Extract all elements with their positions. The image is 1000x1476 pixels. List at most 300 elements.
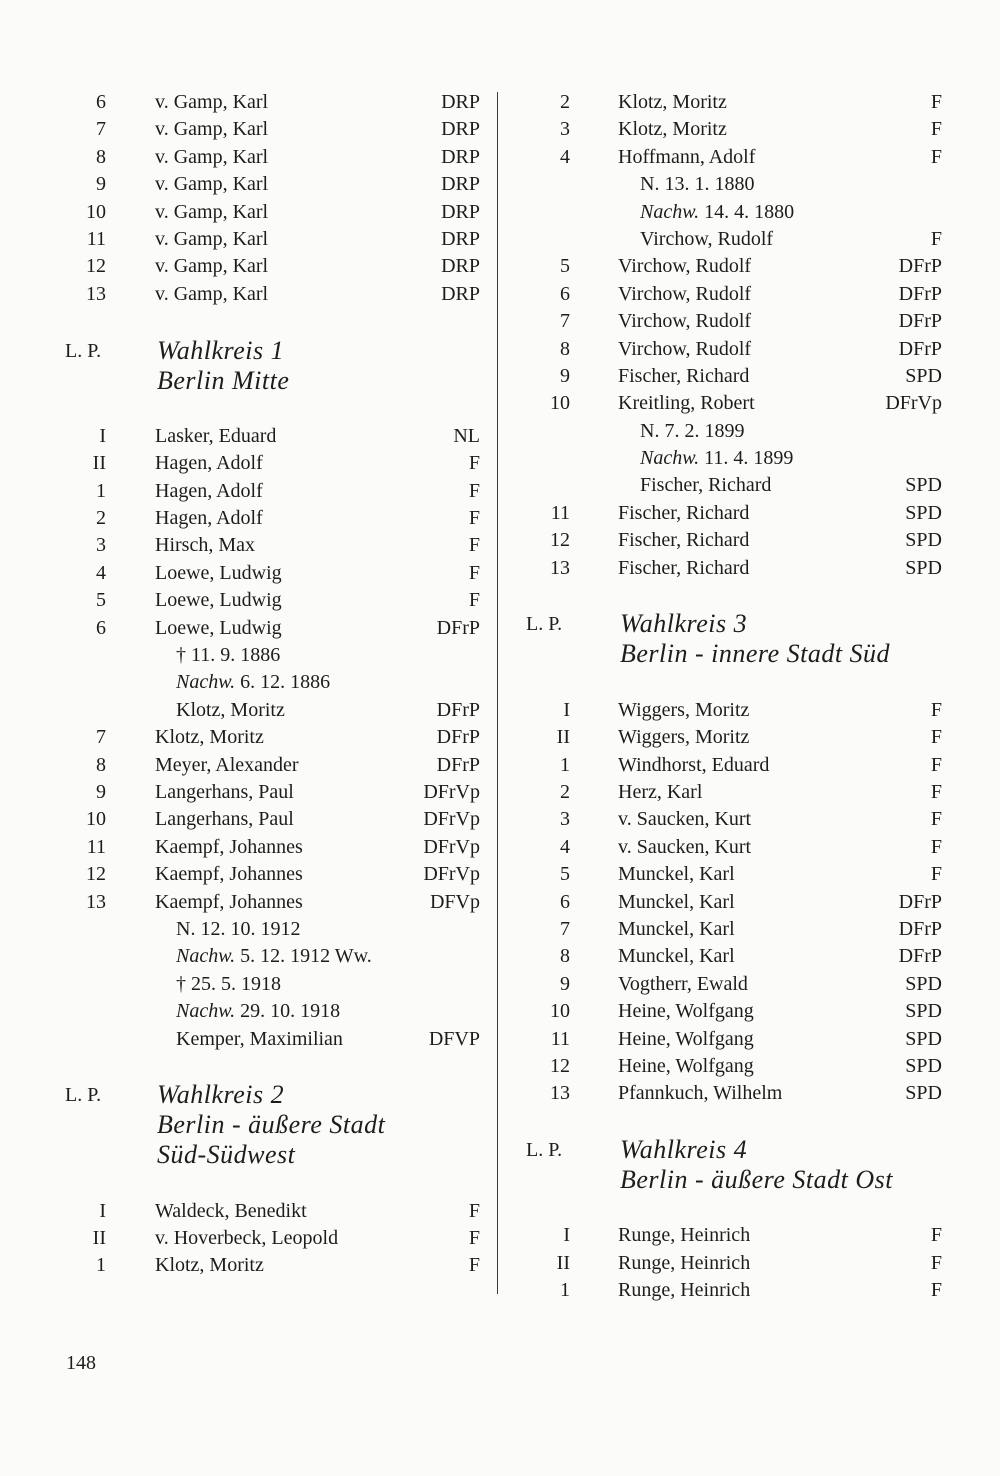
note-prefix: † 25. 5. 1918	[176, 972, 281, 995]
seat-number: 11	[86, 835, 106, 858]
seat-number: 7	[96, 726, 106, 749]
note-text	[176, 642, 280, 669]
member-name: v. Gamp, Karl	[155, 118, 269, 141]
seat-number: 11	[86, 227, 106, 250]
spacer	[40, 396, 480, 423]
party-label: F	[930, 726, 942, 749]
seat-number: 1	[560, 1279, 570, 1302]
member-name: Klotz, Moritz	[155, 1254, 264, 1277]
table-row	[40, 1225, 480, 1252]
note-row	[40, 998, 480, 1025]
party-label: F	[930, 1279, 942, 1302]
district-title: Berlin Mitte	[157, 365, 290, 395]
member-name: Heine, Wolfgang	[618, 1027, 754, 1050]
note-text	[176, 943, 372, 970]
district-title: Berlin - innere Stadt Süd	[620, 639, 891, 669]
member-name: Hagen, Adolf	[155, 507, 263, 530]
party-label: F	[930, 863, 942, 886]
member-name: v. Saucken, Kurt	[618, 835, 752, 858]
party-label: F	[930, 1224, 942, 1247]
table-row	[510, 1053, 942, 1080]
seat-number: 7	[96, 118, 106, 141]
table-row	[40, 144, 480, 171]
party-label: SPD	[905, 556, 942, 579]
seat-number: 12	[550, 529, 570, 552]
district-title: Wahlkreis 1	[157, 335, 285, 365]
party-label: DFrVp	[423, 835, 480, 858]
seat-number: 9	[560, 972, 570, 995]
seat-number: 11	[550, 1027, 570, 1050]
party-label: DRP	[441, 145, 480, 168]
note-italic: Nachw.	[176, 1000, 236, 1023]
note-rest: 5. 12. 1912 Ww.	[235, 945, 372, 968]
district-heading	[40, 336, 480, 366]
spacer	[40, 1170, 480, 1197]
district-heading	[510, 639, 942, 669]
party-label: DFrP	[436, 616, 480, 639]
party-label: F	[468, 1199, 480, 1222]
spacer	[510, 669, 942, 696]
note-text	[176, 697, 285, 724]
member-name: v. Hoverbeck, Leopold	[155, 1227, 339, 1250]
table-row	[510, 861, 942, 888]
right-column	[510, 89, 942, 1305]
seat-number: 9	[96, 780, 106, 803]
member-name: Hagen, Adolf	[155, 452, 263, 475]
seat-number: 8	[96, 145, 106, 168]
seat-number: 8	[96, 753, 106, 776]
table-row	[40, 834, 480, 861]
seat-number: 13	[86, 282, 106, 305]
table-row	[40, 116, 480, 143]
table-row	[510, 253, 942, 280]
table-row	[510, 889, 942, 916]
district-title: Berlin - äußere Stadt Ost	[620, 1165, 893, 1195]
note-italic: Nachw.	[640, 447, 700, 470]
table-row	[40, 724, 480, 751]
seat-number: 13	[550, 1082, 570, 1105]
note-text	[640, 171, 754, 198]
seat-number: 1	[96, 479, 106, 502]
party-label: DFrP	[898, 945, 942, 968]
party-label: DFrVp	[423, 808, 480, 831]
district-heading	[40, 366, 480, 396]
note-row	[510, 171, 942, 198]
seat-number: 6	[560, 890, 570, 913]
seat-number: 3	[560, 118, 570, 141]
district-heading	[510, 1135, 942, 1165]
table-row	[510, 390, 942, 417]
table-row	[510, 281, 942, 308]
note-row	[510, 199, 942, 226]
note-text	[176, 971, 281, 998]
table-row	[40, 806, 480, 833]
table-row	[40, 478, 480, 505]
seat-number: I	[563, 1224, 570, 1247]
district-title: Süd-Südwest	[157, 1140, 296, 1170]
table-row	[40, 889, 480, 916]
table-row	[510, 834, 942, 861]
table-row	[510, 116, 942, 143]
table-row	[40, 253, 480, 280]
left-column	[40, 89, 480, 1280]
district-heading	[40, 1140, 480, 1170]
district-heading	[510, 1165, 942, 1195]
member-name: v. Gamp, Karl	[155, 91, 269, 113]
party-label: SPD	[905, 529, 942, 552]
note-row	[40, 669, 480, 696]
seat-number: 2	[560, 91, 570, 113]
party-label: F	[468, 534, 480, 557]
member-name: Fischer, Richard	[618, 529, 750, 552]
table-row	[510, 916, 942, 943]
member-name: Hagen, Adolf	[155, 479, 263, 502]
party-label: SPD	[905, 1054, 942, 1077]
seat-number: 2	[96, 507, 106, 530]
table-row	[510, 806, 942, 833]
district-title: Wahlkreis 2	[157, 1080, 285, 1110]
note-prefix: Virchow, Rudolf	[640, 227, 774, 250]
party-label: F	[468, 479, 480, 502]
seat-number: 8	[560, 337, 570, 360]
spacer	[40, 1053, 480, 1080]
legislature-label: L. P.	[526, 1139, 563, 1162]
seat-number: II	[92, 1227, 106, 1250]
table-row	[40, 779, 480, 806]
note-rest: 29. 10. 1918	[235, 1000, 341, 1023]
party-label: DRP	[441, 227, 480, 250]
note-text	[640, 199, 794, 226]
member-name: Hoffmann, Adolf	[618, 145, 756, 168]
column-divider	[497, 92, 498, 1294]
note-row	[40, 697, 480, 724]
table-row	[510, 363, 942, 390]
table-row	[40, 226, 480, 253]
seat-number: 9	[96, 173, 106, 196]
table-row	[40, 752, 480, 779]
member-name: Loewe, Ludwig	[155, 616, 282, 639]
party-label: SPD	[905, 364, 942, 387]
party-label: SPD	[905, 972, 942, 995]
note-italic: Nachw.	[640, 200, 700, 223]
member-name: Wiggers, Moritz	[618, 698, 750, 721]
party-label: F	[468, 1227, 480, 1250]
party-label: F	[930, 808, 942, 831]
party-label: NL	[453, 424, 480, 447]
page-number: 148	[66, 1352, 96, 1374]
table-row	[510, 752, 942, 779]
table-row	[510, 943, 942, 970]
seat-number: 5	[560, 863, 570, 886]
table-row	[510, 724, 942, 751]
member-name: Hirsch, Max	[155, 534, 255, 557]
seat-number: 3	[560, 808, 570, 831]
member-name: Langerhans, Paul	[155, 808, 294, 831]
seat-number: II	[556, 726, 570, 749]
party-label: F	[930, 118, 942, 141]
party-label: F	[468, 452, 480, 475]
party-label: DFVP	[428, 1027, 480, 1050]
district-title: Wahlkreis 3	[620, 609, 748, 639]
seat-number: 6	[96, 91, 106, 113]
note-text	[176, 916, 300, 943]
party-label: DFrP	[436, 698, 480, 721]
seat-number: 13	[86, 890, 106, 913]
note-prefix: Klotz, Moritz	[176, 698, 285, 721]
table-row	[40, 89, 480, 116]
member-name: Wiggers, Moritz	[618, 726, 750, 749]
seat-number: 6	[96, 616, 106, 639]
party-label: F	[930, 1251, 942, 1274]
party-label: DRP	[441, 255, 480, 278]
member-name: Fischer, Richard	[618, 364, 750, 387]
member-name: Loewe, Ludwig	[155, 561, 282, 584]
member-name: v. Gamp, Karl	[155, 200, 269, 223]
district-heading	[40, 1080, 480, 1110]
member-name: Munckel, Karl	[618, 917, 735, 940]
member-name: Kreitling, Robert	[618, 392, 755, 415]
note-row	[510, 445, 942, 472]
party-label: DRP	[441, 200, 480, 223]
seat-number: I	[99, 1199, 106, 1222]
table-row	[40, 615, 480, 642]
seat-number: II	[92, 452, 106, 475]
spacer	[510, 582, 942, 609]
member-name: v. Gamp, Karl	[155, 227, 269, 250]
member-name: Windhorst, Eduard	[618, 753, 770, 776]
note-text	[640, 472, 771, 499]
party-label: F	[930, 91, 942, 113]
member-name: Virchow, Rudolf	[618, 282, 752, 305]
legislature-label: L. P.	[65, 339, 102, 362]
party-label: DRP	[441, 173, 480, 196]
party-label: F	[930, 698, 942, 721]
seat-number: 4	[96, 561, 106, 584]
party-label: DFrP	[898, 890, 942, 913]
party-label: DFrP	[898, 255, 942, 278]
note-rest: 6. 12. 1886	[235, 671, 331, 694]
member-name: Vogtherr, Ewald	[618, 972, 748, 995]
table-row	[510, 555, 942, 582]
table-row	[510, 1222, 942, 1249]
seat-number: 12	[86, 255, 106, 278]
seat-number: 8	[560, 945, 570, 968]
party-label: DFrVp	[885, 392, 942, 415]
table-row	[510, 144, 942, 171]
member-name: Fischer, Richard	[618, 556, 750, 579]
seat-number: 10	[86, 200, 106, 223]
seat-number: 6	[560, 282, 570, 305]
seat-number: 7	[560, 310, 570, 333]
note-row	[40, 642, 480, 669]
seat-number: 10	[550, 1000, 570, 1023]
member-name: Meyer, Alexander	[155, 753, 299, 776]
seat-number: 5	[560, 255, 570, 278]
party-label: F	[930, 753, 942, 776]
member-name: Kaempf, Johannes	[155, 890, 303, 913]
table-row	[40, 1252, 480, 1279]
seat-number: 4	[560, 835, 570, 858]
seat-number: 2	[560, 780, 570, 803]
note-row	[40, 971, 480, 998]
member-name: Heine, Wolfgang	[618, 1000, 754, 1023]
table-row	[40, 450, 480, 477]
member-name: Herz, Karl	[618, 780, 703, 803]
member-name: Lasker, Eduard	[155, 424, 277, 447]
party-label: DFVp	[429, 890, 480, 913]
seat-number: 7	[560, 917, 570, 940]
seat-number: 3	[96, 534, 106, 557]
note-prefix: † 11. 9. 1886	[176, 644, 281, 667]
member-name: Waldeck, Benedikt	[155, 1199, 307, 1222]
party-label: SPD	[905, 1082, 942, 1105]
table-row	[510, 697, 942, 724]
spacer	[510, 1195, 942, 1222]
member-name: v. Gamp, Karl	[155, 282, 269, 305]
table-row	[510, 1250, 942, 1277]
member-name: Runge, Heinrich	[618, 1279, 751, 1302]
district-title: Wahlkreis 4	[620, 1135, 748, 1165]
spacer	[40, 308, 480, 335]
table-row	[510, 998, 942, 1025]
table-row	[40, 199, 480, 226]
seat-number: 1	[96, 1254, 106, 1277]
seat-number: I	[563, 698, 570, 721]
table-row	[40, 587, 480, 614]
note-prefix: N. 13. 1. 1880	[640, 173, 755, 196]
table-row	[510, 1080, 942, 1107]
table-row	[40, 532, 480, 559]
note-text	[640, 418, 744, 445]
note-rest: 14. 4. 1880	[699, 200, 795, 223]
seat-number: 10	[550, 392, 570, 415]
party-label: F	[468, 589, 480, 612]
note-italic: Nachw.	[176, 945, 236, 968]
member-name: Kaempf, Johannes	[155, 863, 303, 886]
note-text	[176, 1026, 343, 1053]
seat-number: 12	[550, 1054, 570, 1077]
seat-number: 9	[560, 364, 570, 387]
member-name: v. Saucken, Kurt	[618, 808, 752, 831]
legislature-label: L. P.	[526, 613, 563, 636]
seat-number: 12	[86, 863, 106, 886]
member-name: Heine, Wolfgang	[618, 1054, 754, 1077]
table-row	[40, 861, 480, 888]
member-name: Munckel, Karl	[618, 945, 735, 968]
table-row	[510, 527, 942, 554]
party-label: DRP	[441, 118, 480, 141]
party-label: DFrVp	[423, 780, 480, 803]
note-text	[640, 445, 793, 472]
note-italic: Nachw.	[176, 671, 236, 694]
party-label: SPD	[905, 1027, 942, 1050]
table-row	[510, 336, 942, 363]
party-label: F	[930, 227, 942, 250]
note-row	[40, 943, 480, 970]
member-name: Klotz, Moritz	[618, 91, 727, 113]
member-name: Munckel, Karl	[618, 890, 735, 913]
party-label: DFrP	[898, 282, 942, 305]
seat-number: II	[556, 1251, 570, 1274]
table-row	[510, 779, 942, 806]
party-label: F	[468, 507, 480, 530]
party-label: DFrP	[436, 753, 480, 776]
note-row	[40, 916, 480, 943]
seat-number: I	[99, 424, 106, 447]
member-name: Fischer, Richard	[618, 501, 750, 524]
member-name: Klotz, Moritz	[155, 726, 264, 749]
table-row	[40, 560, 480, 587]
member-name: Virchow, Rudolf	[618, 337, 752, 360]
member-name: Klotz, Moritz	[618, 118, 727, 141]
member-name: v. Gamp, Karl	[155, 255, 269, 278]
note-prefix: N. 7. 2. 1899	[640, 419, 745, 442]
party-label: DFrP	[898, 337, 942, 360]
member-name: v. Gamp, Karl	[155, 173, 269, 196]
seat-number: 5	[96, 589, 106, 612]
note-row	[510, 418, 942, 445]
member-name: Loewe, Ludwig	[155, 589, 282, 612]
party-label: DRP	[441, 282, 480, 305]
table-row	[510, 971, 942, 998]
member-name: Virchow, Rudolf	[618, 255, 752, 278]
seat-number: 13	[550, 556, 570, 579]
seat-number: 1	[560, 753, 570, 776]
spacer	[510, 1108, 942, 1135]
party-label: F	[930, 780, 942, 803]
note-text	[640, 226, 773, 253]
party-label: SPD	[905, 474, 942, 497]
note-prefix: N. 12. 10. 1912	[176, 917, 301, 940]
table-row	[510, 308, 942, 335]
table-row	[510, 500, 942, 527]
table-row	[40, 505, 480, 532]
party-label: SPD	[905, 501, 942, 524]
note-prefix: Kemper, Maximilian	[176, 1027, 343, 1050]
table-row	[510, 1277, 942, 1304]
table-row	[40, 281, 480, 308]
member-name: Kaempf, Johannes	[155, 835, 303, 858]
member-name: Virchow, Rudolf	[618, 310, 752, 333]
note-row	[510, 226, 942, 253]
party-label: F	[468, 561, 480, 584]
note-row	[40, 1026, 480, 1053]
party-label: F	[468, 1254, 480, 1277]
member-name: Munckel, Karl	[618, 863, 735, 886]
party-label: DFrP	[898, 917, 942, 940]
district-title: Berlin - äußere Stadt	[157, 1110, 386, 1140]
member-name: Pfannkuch, Wilhelm	[618, 1082, 783, 1105]
table-row	[510, 1026, 942, 1053]
district-heading	[510, 609, 942, 639]
note-text	[176, 669, 330, 696]
member-name: v. Gamp, Karl	[155, 145, 269, 168]
member-name: Runge, Heinrich	[618, 1224, 751, 1247]
member-name: Langerhans, Paul	[155, 780, 294, 803]
table-row	[40, 423, 480, 450]
table-row	[40, 1198, 480, 1225]
seat-number: 11	[550, 501, 570, 524]
party-label: DRP	[441, 91, 480, 113]
party-label: DFrP	[436, 726, 480, 749]
party-label: F	[930, 145, 942, 168]
party-label: F	[930, 835, 942, 858]
party-label: SPD	[905, 1000, 942, 1023]
member-name: Runge, Heinrich	[618, 1251, 751, 1274]
party-label: DFrVp	[423, 863, 480, 886]
seat-number: 10	[86, 808, 106, 831]
party-label: DFrP	[898, 310, 942, 333]
